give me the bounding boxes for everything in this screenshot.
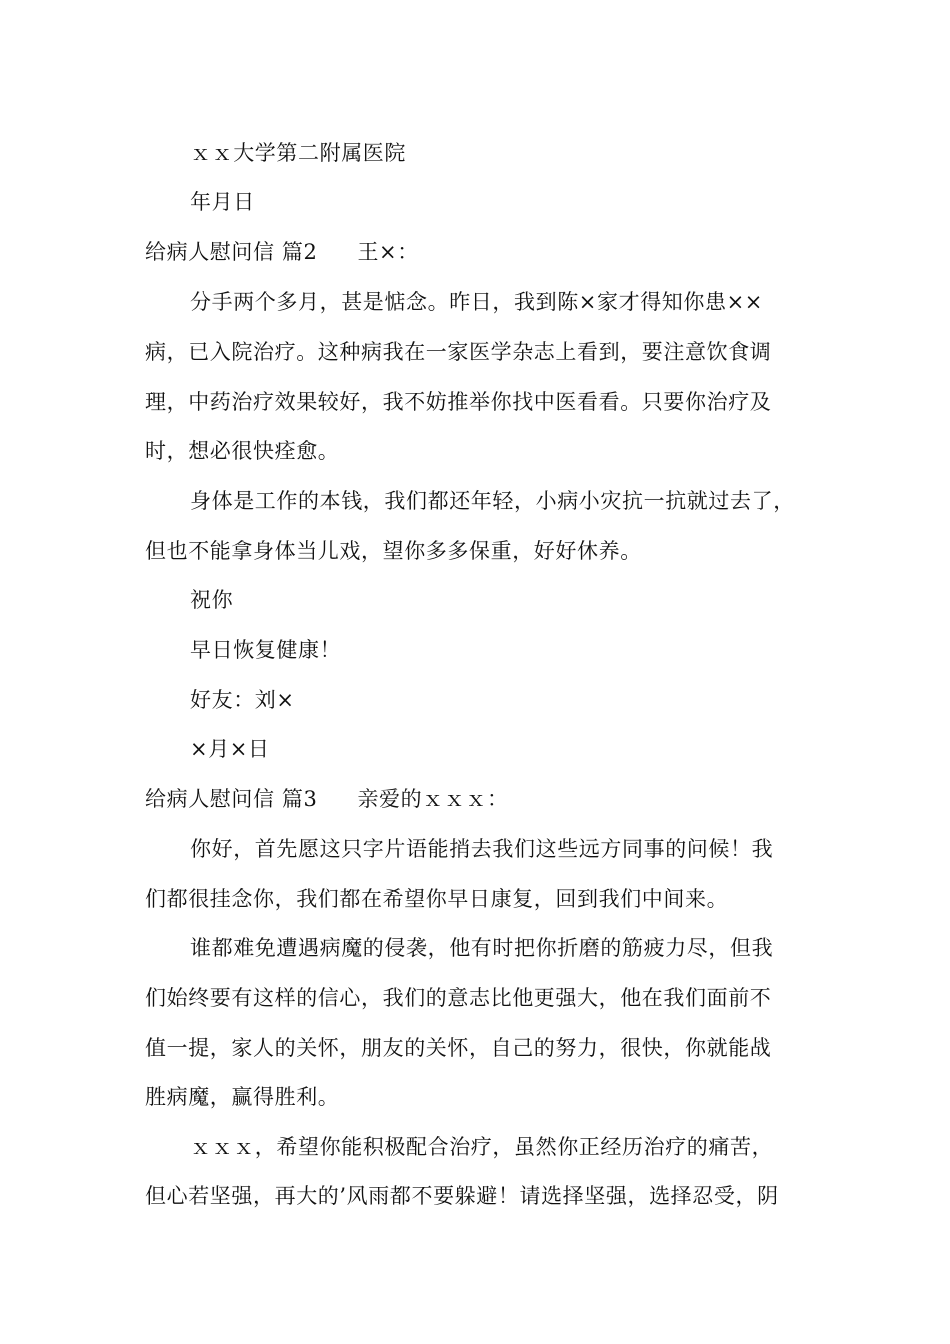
letter1-date: 年月日 [190, 190, 255, 214]
letter2-paragraph1-line: 时，想必很快痊愈。 [145, 439, 340, 463]
letter2-paragraph2-line: 身体是工作的本钱，我们都还年轻，小病小灾抗一抗就过去了， [190, 489, 795, 513]
letter3-paragraph2-line: 们始终要有这样的信心，我们的意志比他更强大，他在我们面前不 [145, 986, 772, 1010]
letter2-signature: 好友：刘× [190, 688, 295, 712]
letter2-heading-line [145, 239, 825, 265]
letter3-paragraph3-line: ｘｘｘ，希望你能积极配合治疗，虽然你正经历治疗的痛苦， [190, 1135, 774, 1159]
letter2-paragraph1-line: 理，中药治疗效果较好，我不妨推举你找中医看看。只要你治疗及 [145, 390, 772, 414]
letter3-paragraph3-line: 但心若坚强，再大的’风雨都不要躲避！请选择坚强，选择忍受，阴 [145, 1184, 779, 1208]
letter1-signature: ｘｘ大学第二附属医院 [190, 141, 406, 165]
letter2-paragraph2-line: 但也不能拿身体当儿戏，望你多多保重，好好休养。 [145, 539, 642, 563]
letter3-heading: 给病人慰问信 篇3 [145, 787, 318, 811]
letter3-salutation: 亲爱的ｘｘｘ： [357, 787, 509, 811]
letter2-closing-line: 祝你 [190, 588, 234, 612]
letter3-paragraph1-line: 们都很挂念你，我们都在希望你早日康复，回到我们中间来。 [145, 887, 729, 911]
letter3-paragraph2-line: 值一提，家人的关怀，朋友的关怀，自己的努力，很快，你就能战 [145, 1036, 772, 1060]
letter3-heading-line [145, 786, 825, 812]
letter2-paragraph1-line: 分手两个多月，甚是惦念。昨日，我到陈×家才得知你患×× [190, 290, 763, 314]
letter2-salutation: 王×： [357, 240, 419, 264]
letter3-paragraph2-line: 谁都难免遭遇病魔的侵袭，他有时把你折磨的筋疲力尽，但我 [190, 936, 774, 960]
letter2-date: ×月×日 [190, 737, 270, 761]
letter2-paragraph1-line: 病，已入院治疗。这种病我在一家医学杂志上看到，要注意饮食调 [145, 340, 772, 364]
letter2-heading: 给病人慰问信 篇2 [145, 240, 318, 264]
letter3-paragraph1-line: 你好，首先愿这只字片语能捎去我们这些远方同事的问候！我 [190, 837, 774, 861]
letter3-paragraph2-line: 胜病魔，赢得胜利。 [145, 1085, 340, 1109]
letter2-closing-line: 早日恢复健康！ [190, 638, 342, 662]
